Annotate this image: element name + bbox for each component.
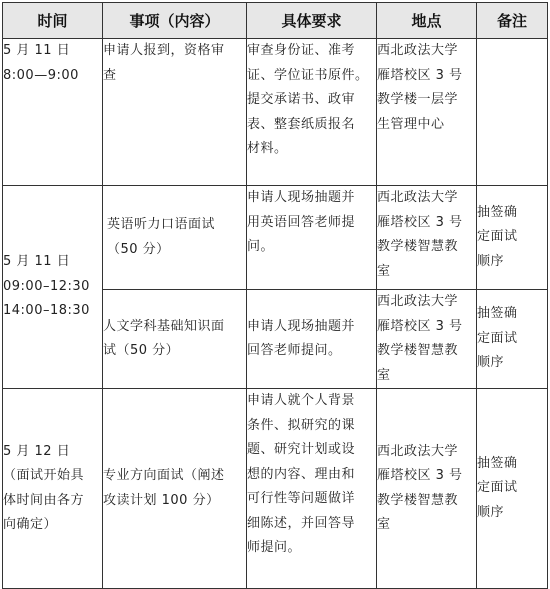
location-line: 室 [377, 517, 391, 532]
table-row [3, 39, 548, 186]
location-line: 教学楼一层学 [377, 92, 459, 107]
requirement-line: 提交承诺书、政审 [247, 92, 356, 107]
table-row [3, 389, 548, 589]
location-line: 雁塔校区 3 号 [377, 214, 463, 230]
requirement-line: 审查身份证、准考 [247, 43, 356, 58]
location-line: 西北政法大学 [377, 443, 459, 459]
requirement-line: 申请人就个人背景 [247, 393, 356, 408]
location-cell [377, 186, 477, 290]
requirement-line: 用英语回答老师提 [247, 214, 356, 230]
location-line: 室 [377, 263, 391, 279]
requirement-line: 申请人现场抽题并 [247, 318, 356, 334]
requirement-line: 可行性等问题做详 [247, 491, 356, 506]
item-line: 英语听力口语面试 [107, 217, 216, 232]
time-line: 体时间由各方 [3, 492, 85, 508]
location-line: 教学楼智慧教 [377, 343, 459, 358]
requirement-line: 表、整套纸质报名 [247, 116, 356, 132]
location-cell [377, 290, 477, 389]
location-line: 西北政法大学 [377, 43, 459, 58]
requirement-line: 回答老师提问。 [247, 343, 342, 358]
requirement-cell [247, 186, 377, 290]
time-line: 5 月 11 日 [3, 43, 71, 58]
header-note: 备注 [477, 3, 548, 39]
item-line: 试（50 分） [103, 343, 180, 358]
note-cell [477, 39, 548, 186]
time-line: 14:00–18:30 [3, 303, 90, 319]
note-line: 顺序 [477, 355, 505, 371]
item-line: 查 [103, 67, 117, 83]
location-line: 雁塔校区 3 号 [377, 468, 463, 483]
requirement-line: 证、学位证书原件。 [247, 67, 369, 83]
note-line: 定面试 [477, 229, 518, 245]
time-line: 09:00–12:30 [3, 278, 90, 294]
requirement-line: 材料。 [247, 141, 288, 156]
item-line: 专业方向面试（阐述 [103, 468, 225, 483]
location-line: 教学楼智慧教 [377, 239, 459, 254]
item-line: 申请人报到，资格审 [103, 43, 225, 58]
location-line: 生管理中心 [377, 116, 445, 132]
note-line: 抽签确 [477, 204, 518, 220]
item-line: （50 分） [107, 241, 170, 257]
location-cell [377, 39, 477, 186]
note-cell [477, 290, 548, 389]
header-row [3, 3, 548, 39]
time-line: 5 月 12 日 [3, 443, 71, 459]
header-location: 地点 [377, 3, 477, 39]
location-line: 雁塔校区 3 号 [377, 318, 463, 334]
note-line: 定面试 [477, 330, 518, 346]
note-line: 顺序 [477, 253, 505, 269]
requirement-cell [247, 290, 377, 389]
requirement-cell [247, 389, 377, 589]
table-row [3, 186, 548, 290]
note-line: 抽签确 [477, 455, 518, 471]
header-time: 时间 [3, 3, 103, 39]
time-cell [3, 39, 103, 186]
time-line: 8:00—9:00 [3, 67, 79, 83]
schedule-table [2, 2, 548, 589]
location-line: 教学楼智慧教 [377, 492, 459, 508]
time-cell [3, 186, 103, 389]
item-cell [103, 389, 247, 589]
header-requirement: 具体要求 [247, 3, 377, 39]
requirement-line: 问。 [247, 239, 275, 254]
requirement-line: 申请人现场抽题并 [247, 190, 356, 205]
note-cell [477, 186, 548, 290]
header-item: 事项（内容） [103, 3, 247, 39]
note-line: 定面试 [477, 480, 518, 496]
time-line: 向确定） [3, 517, 58, 532]
time-cell [3, 389, 103, 589]
requirement-line: 条件、拟研究的课 [247, 417, 356, 433]
item-line: 人文学科基础知识面 [103, 318, 225, 334]
item-cell [103, 186, 247, 290]
location-cell [377, 389, 477, 589]
requirement-line: 想的内容、理由和 [247, 466, 356, 482]
item-cell [103, 39, 247, 186]
time-line: （面试开始具 [3, 468, 85, 483]
requirement-cell [247, 39, 377, 186]
item-line: 攻读计划 100 分） [103, 492, 220, 508]
location-line: 室 [377, 367, 391, 383]
item-cell [103, 290, 247, 389]
requirement-line: 细陈述，并回答导 [247, 515, 356, 531]
time-line: 5 月 11 日 [3, 254, 71, 270]
note-line: 顺序 [477, 504, 505, 520]
location-line: 雁塔校区 3 号 [377, 67, 463, 83]
note-line: 抽签确 [477, 306, 518, 322]
requirement-line: 题、研究计划或设 [247, 442, 356, 457]
location-line: 西北政法大学 [377, 190, 459, 205]
location-line: 西北政法大学 [377, 294, 459, 309]
requirement-line: 师提问。 [247, 540, 302, 555]
note-cell [477, 389, 548, 589]
